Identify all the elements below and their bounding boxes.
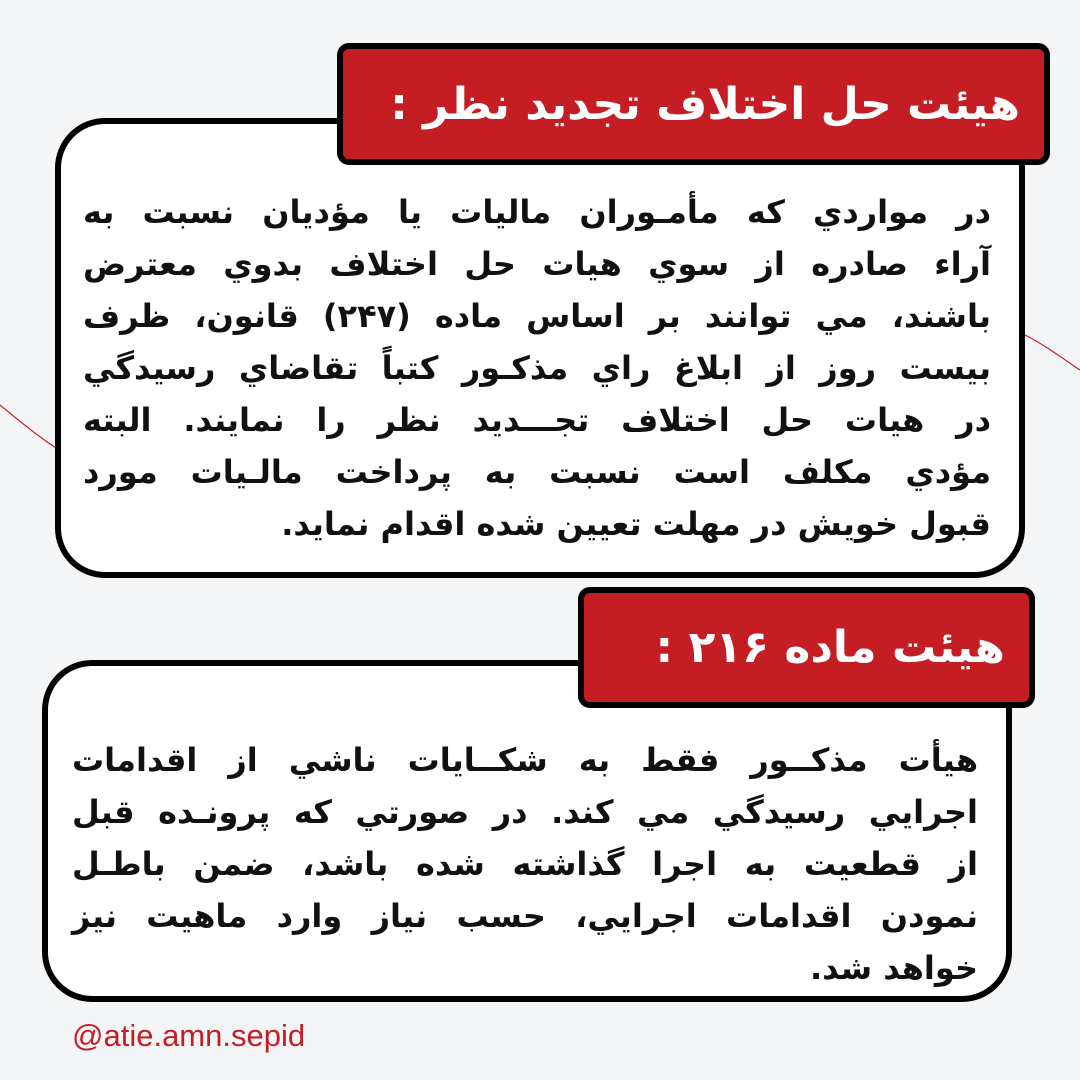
section1-line: بيست روز از ابلاغ راي مذكـور كتباً تقاضاي رسيدگي	[83, 349, 991, 387]
section1-title: هیئت حل اختلاف تجدید نظر :	[337, 43, 1050, 165]
section2-line: خواهد شد.	[809, 949, 978, 987]
section1-line: قبول خويش در مهلت تعيين شده اقدام نمايد.	[281, 505, 991, 543]
section2-line: از قطعيت به اجرا گذاشته شده باشد، ضمن باطـل	[72, 845, 978, 883]
section2-line: اجرايي رسيدگي مي كند. در صورتي كه پرونـده قبل	[72, 793, 978, 831]
social-handle: @atie.amn.sepid	[72, 1018, 306, 1053]
section1-line: آراء صادره از سوي هيات حل اختلاف بدوي معترض	[83, 245, 991, 283]
section2-line: هيأت مذكــور فقط به شكــايات ناشي از اقدامات	[72, 741, 978, 779]
section1-line: در هيات حل اختلاف تجـــديد نظر را نمايند. البته	[83, 401, 991, 439]
section1-line: در مواردي كه مأمـوران ماليات يا مؤديان نسبت به	[83, 193, 991, 231]
section2-line: نمودن اقدامات اجرايي، حسب نياز وارد ماهيت نيز	[72, 897, 978, 935]
section1-line: مؤدي مكلف است نسبت به پرداخت مالـيات مورد	[83, 453, 991, 491]
section2-card	[42, 660, 1012, 1002]
section1-card	[55, 118, 1025, 578]
section2-title: هیئت ماده ۲۱۶ :	[578, 587, 1035, 708]
section1-line: باشند، مي توانند بر اساس ماده (۲۴۷) قانون، ظرف	[83, 297, 991, 335]
